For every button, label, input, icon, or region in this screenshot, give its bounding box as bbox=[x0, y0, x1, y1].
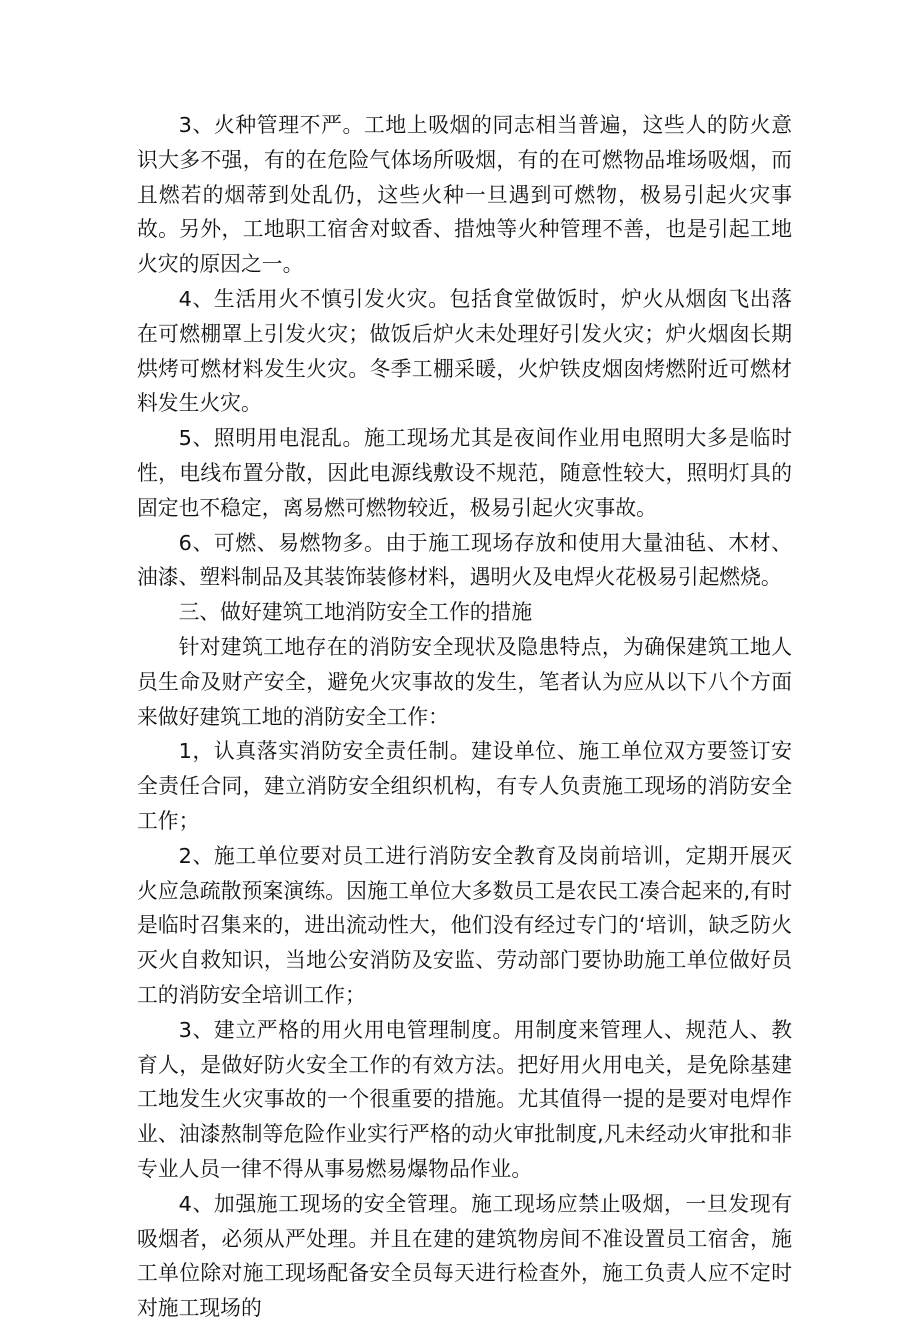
paragraph-fire-electric-rules: 3、建立严格的用火用电管理制度。用制度来管理人、规范人、教育人，是做好防火安全工作的有效方法。把好用火用电关，是免除基建工地发生火灾事故的一个很重要的措施。尤其值得一提的是要对电焊作业、油漆熬制等危险作业实行严格的动火审批制度,凡未经动火审批和非专业人员一律不得从事易燃易爆物品作业。 bbox=[137, 1017, 792, 1181]
paragraph-combustible-materials: 6、可燃、易燃物多。由于施工现场存放和使用大量油毡、木材、油漆、塑料制品及其装饰装修材料，遇明火及电焊火花极易引起燃烧。 bbox=[137, 530, 792, 590]
paragraph-fire-source-management: 3、火种管理不严。工地上吸烟的同志相当普遍，这些人的防火意识大多不强，有的在危险气体场所吸烟，有的在可燃物品堆场吸烟，而且燃若的烟蒂到处乱仍，这些火种一旦遇到可燃物，极易引起火灾事故。另外，工地职工宿舍对蚊香、措烛等火种管理不善，也是引起工地火灾的原因之一。 bbox=[137, 113, 792, 277]
paragraph-staff-training: 2、施工单位要对员工进行消防安全教育及岗前培训，定期开展灭火应急疏散预案演练。因施工单位大多数员工是农民工凑合起来的,有时是临时召集来的，进出流动性大，他们没有经过专门的‘培训，缺乏防火灭火自救知识，当地公安消防及安监、劳动部门要协助施工单位做好员工的消防安全培训工作； bbox=[137, 843, 792, 1007]
paragraph-site-safety-management: 4、加强施工现场的安全管理。施工现场应禁止吸烟，一旦发现有吸烟者，必须从严处理。并且在建的建筑物房间不准设置员工宿舍，施工单位除对施工现场配备安全员每天进行检查外，施工负责人应不定时对施工现场的 bbox=[137, 1191, 792, 1321]
paragraph-lighting-electricity: 5、照明用电混乱。施工现场尤其是夜间作业用电照明大多是临时性，电线布置分散，因此电源线敷设不规范，随意性较大，照明灯具的固定也不稳定，离易燃可燃物较近，极易引起火灾事故。 bbox=[137, 426, 792, 520]
paragraph-measures-intro: 针对建筑工地存在的消防安全现状及隐患特点，为确保建筑工地人员生命及财产安全，避免火灾事故的发生，笔者认为应从以下八个方面来做好建筑工地的消防安全工作： bbox=[137, 634, 792, 729]
paragraph-cooking-fire: 4、生活用火不慎引发火灾。包括食堂做饭时，炉火从烟囱飞出落在可燃棚罩上引发火灾；做饭后炉火未处理好引发火灾；炉火烟囱长期烘烤可燃材料发生火灾。冬季工棚采暖，火炉铁皮烟囱烤燃附近可燃材料发生火灾。 bbox=[137, 286, 792, 416]
section-heading-measures: 三、做好建筑工地消防安全工作的措施 bbox=[178, 600, 533, 625]
paragraph-responsibility-system: 1，认真落实消防安全责任制。建设单位、施工单位双方要签订安全责任合同，建立消防安全组织机构，有专人负责施工现场的消防安全工作； bbox=[137, 739, 792, 833]
document-body bbox=[137, 108, 792, 1326]
